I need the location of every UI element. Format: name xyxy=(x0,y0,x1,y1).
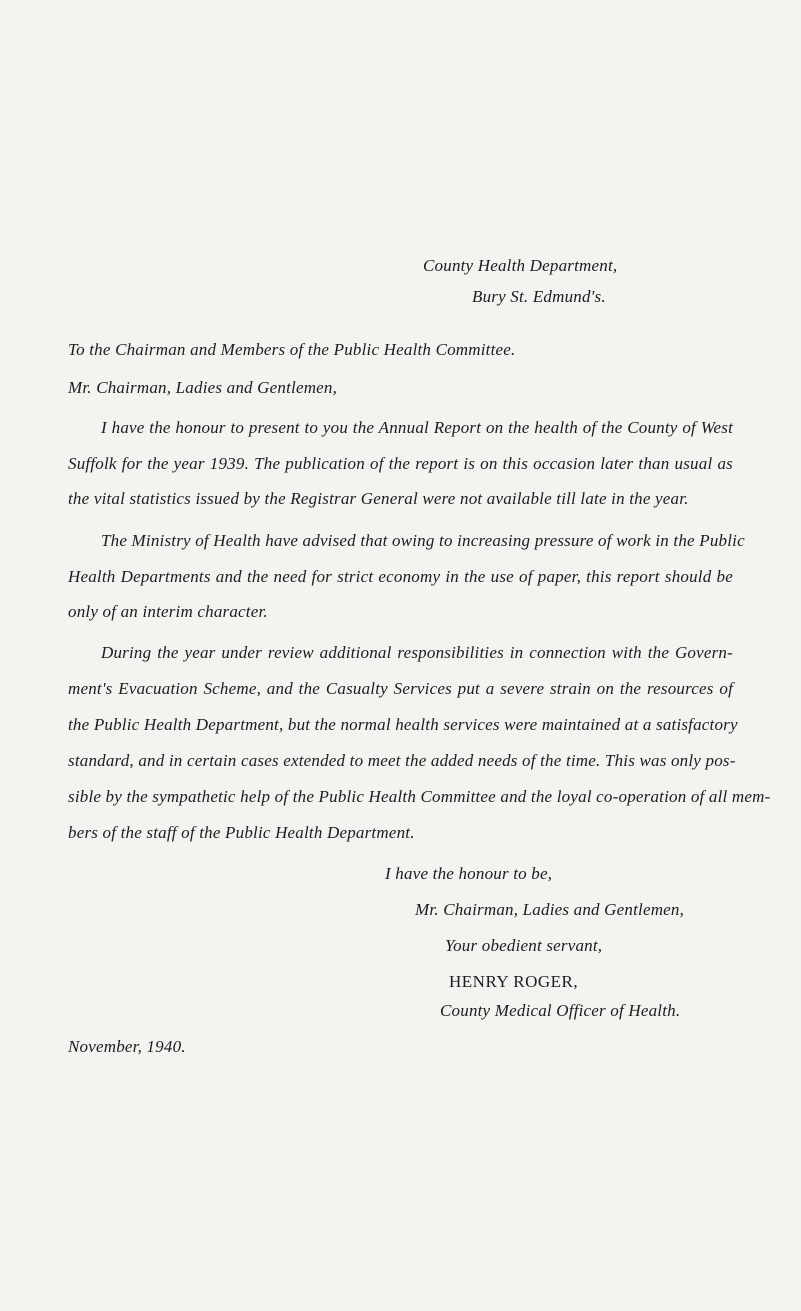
paragraph-1-line-2: Suffolk for the year 1939. The publication of the report is on this occasion later than usual as xyxy=(68,454,733,473)
paragraph-3-line-4: standard, and in certain cases extended to meet the added needs of the time. This was only pos- xyxy=(68,751,736,770)
closing-line-1: I have the honour to be, xyxy=(385,864,553,883)
address-line-1: County Health Department, xyxy=(423,256,618,275)
document-date: November, 1940. xyxy=(68,1037,186,1056)
paragraph-2-line-3: only of an interim character. xyxy=(68,602,268,621)
paragraph-2-line-1: The Ministry of Health have advised that owing to increasing pressure of work in the Public xyxy=(101,531,745,550)
paragraph-3-line-6: bers of the staff of the Public Health Department. xyxy=(68,823,415,842)
paragraph-3-line-2: ment's Evacuation Scheme, and the Casualty Services put a severe strain on the resources of xyxy=(68,679,733,698)
paragraph-1-line-1: I have the honour to present to you the Annual Report on the health of the County of West xyxy=(101,418,733,437)
paragraph-3-line-3: the Public Health Department, but the normal health services were maintained at a satisfactory xyxy=(68,715,738,734)
addressee: To the Chairman and Members of the Public Health Committee. xyxy=(68,340,516,359)
paragraph-3-line-5: sible by the sympathetic help of the Public Health Committee and the loyal co-operation of all mem- xyxy=(68,787,771,806)
closing-line-2: Mr. Chairman, Ladies and Gentlemen, xyxy=(415,900,685,919)
address-line-2: Bury St. Edmund's. xyxy=(472,287,606,306)
greeting: Mr. Chairman, Ladies and Gentlemen, xyxy=(68,378,338,397)
signatory-name: HENRY ROGER, xyxy=(449,972,579,991)
signatory-title: County Medical Officer of Health. xyxy=(440,1001,681,1020)
paragraph-2-line-2: Health Departments and the need for strict economy in the use of paper, this report should be xyxy=(68,567,733,586)
paragraph-3-line-1: During the year under review additional responsibilities in connection with the Govern- xyxy=(101,643,733,662)
closing-line-3: Your obedient servant, xyxy=(445,936,603,955)
paragraph-1-line-3: the vital statistics issued by the Registrar General were not available till late in the year. xyxy=(68,489,689,508)
